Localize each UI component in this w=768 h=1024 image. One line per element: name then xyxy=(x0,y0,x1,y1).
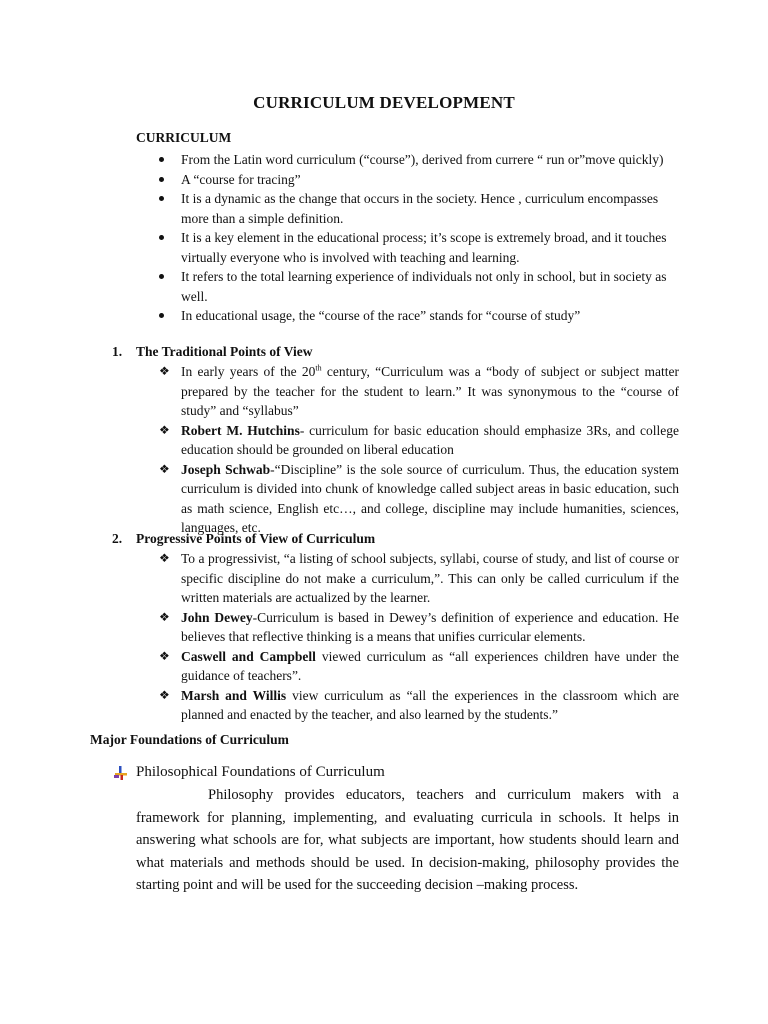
bullet-dot-icon xyxy=(157,170,183,190)
list-item: ❖ Robert M. Hutchins- curriculum for basic education should emphasize 3Rs, and college education should be grounded on liberal education xyxy=(159,422,679,457)
bullet-dot-icon xyxy=(157,228,183,248)
list-item: A “course for tracing” xyxy=(157,170,679,190)
traditional-list xyxy=(157,362,679,538)
diamond-bullet-icon: ❖ xyxy=(159,648,170,663)
list-item: ❖ Caswell and Campbell viewed curriculum as “all experiences children have under the guidance of teachers”. xyxy=(159,648,679,683)
list-item: ❖ Joseph Schwab-“Discipline” is the sole source of curriculum. Thus, the education system curriculum is divided into chunk of knowledge called subject areas in basic education, such as math science, English etc…, and college, discipline may include humanities, sciences, languages, etc. xyxy=(159,461,679,535)
list-item: ❖ Marsh and Willis view curriculum as “all the experiences in the classroom which are planned and enacted by the teacher, and also learned by the students.” xyxy=(159,687,680,722)
major-foundations-heading: Major Foundations of Curriculum xyxy=(90,732,289,747)
list-item: It refers to the total learning experience of individuals not only in school, but in society as well. xyxy=(157,267,679,306)
traditional-heading: 1. The Traditional Points of View xyxy=(112,344,313,359)
progressive-heading: 2. Progressive Points of View of Curriculum xyxy=(112,531,376,546)
diamond-bullet-icon: ❖ xyxy=(159,551,170,565)
diamond-bullet-icon: ❖ xyxy=(159,364,170,378)
list-item: ❖ In early years of the 20th century, “Curriculum was a “body of subject or subject matter prepared by the teacher for the student to learn.” It was synonymous to the “course of study” and “syllabus” xyxy=(159,363,679,418)
diamond-bullet-icon: ❖ xyxy=(159,609,170,624)
list-item: In educational usage, the “course of the race” stands for “course of study” xyxy=(157,306,679,326)
philosophical-paragraph: Philosophy provides educators, teachers and curriculum makers with a framework for planning, implementing, and evaluating curricula in schools. It helps in answering what schools are for, what subjects are important, how students should learn and what materials and methods should be used. In decision-making, philosophy provides the starting point and will be used for the succeeding decision –making process. xyxy=(136,787,679,893)
diamond-bullet-icon: ❖ xyxy=(159,687,170,702)
list-item: From the Latin word curriculum (“course”), derived from currere “ run or”move quickly) xyxy=(157,150,679,170)
curriculum-heading: CURRICULUM xyxy=(136,130,232,145)
bullet-dot-icon xyxy=(157,267,183,287)
list-item: ❖ To a progressivist, “a listing of school subjects, syllabi, course of study, and list of course or specific discipline do not make a curriculum,”. This can only be called curriculum if the written materials are actualized by the learner. xyxy=(159,551,679,605)
diamond-bullet-icon: ❖ xyxy=(159,422,170,437)
progressive-list xyxy=(157,549,679,725)
curriculum-list xyxy=(157,150,679,326)
page-title: CURRICULUM DEVELOPMENT xyxy=(253,93,515,112)
philosophical-title: Philosophical Foundations of Curriculum xyxy=(136,764,385,780)
colored-pin-icon xyxy=(114,766,128,780)
list-item: ❖ John Dewey-Curriculum is based in Dewey’s definition of experience and education. He believes that reflective thinking is a means that unifies curricular elements. xyxy=(159,609,679,644)
bullet-dot-icon xyxy=(157,189,183,209)
list-item: It is a key element in the educational process; it’s scope is extremely broad, and it touches virtually everyone who is involved with teaching and learning. xyxy=(157,228,679,267)
diamond-bullet-icon: ❖ xyxy=(159,461,170,476)
list-item: It is a dynamic as the change that occurs in the society. Hence , curriculum encompasses more than a simple definition. xyxy=(157,189,679,228)
bullet-dot-icon xyxy=(157,150,183,170)
bullet-dot-icon xyxy=(157,306,183,326)
